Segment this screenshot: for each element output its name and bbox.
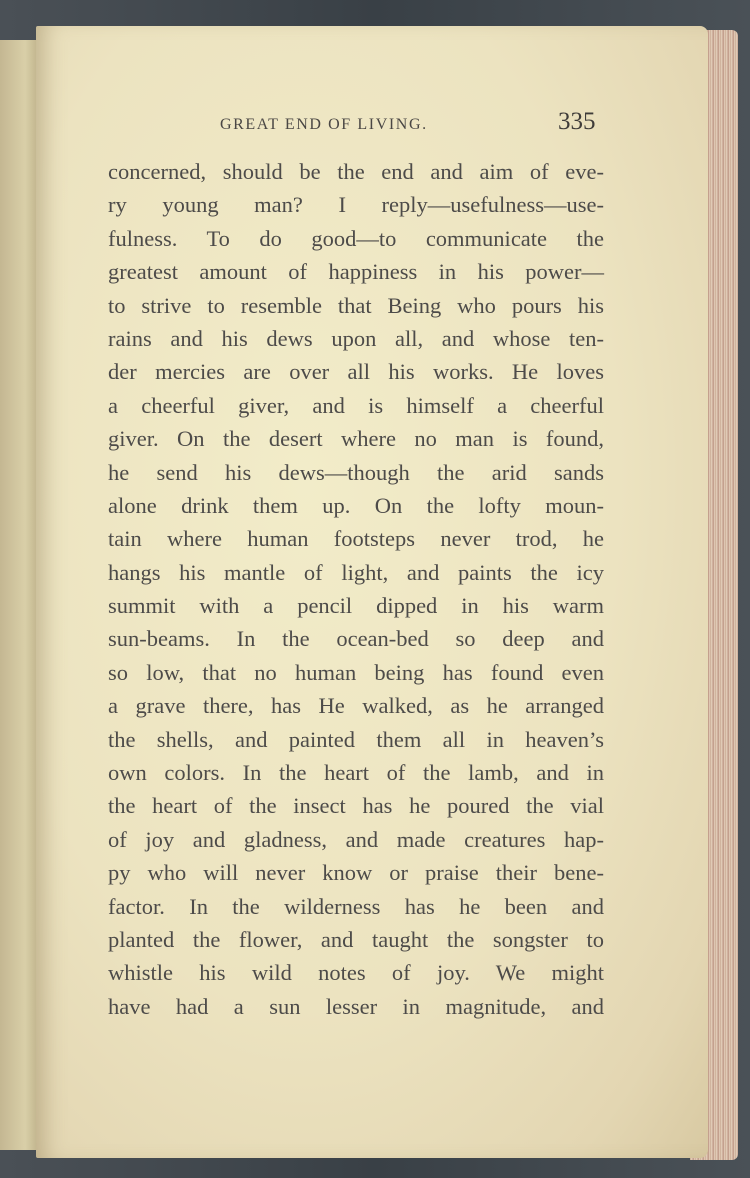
text-line: a grave there, has He walked, as he arranged	[108, 693, 604, 719]
text-line: concerned, should be the end and aim of eve-	[108, 159, 604, 184]
text-line: hangs his mantle of light, and paints the icy	[108, 559, 604, 585]
text-line: factor. In the wilderness has he been and	[108, 893, 604, 919]
text-line: planted the flower, and taught the songster to	[108, 926, 604, 952]
text-line: the heart of the insect has he poured the vial	[108, 793, 604, 819]
text-line: der mercies are over all his works. He loves	[108, 359, 604, 385]
text-line: a cheerful giver, and is himself a cheerful	[108, 392, 604, 418]
text-line: of joy and gladness, and made creatures hap-	[108, 826, 604, 852]
text-line: rains and his dews upon all, and whose ten-	[108, 325, 604, 351]
text-line: py who will never know or praise their bene-	[108, 860, 604, 886]
text-line: have had a sun lesser in magnitude, and	[108, 993, 604, 1019]
text-line: alone drink them up. On the lofty moun-	[108, 492, 604, 518]
text-line: to strive to resemble that Being who pours his	[108, 292, 604, 318]
text-line: giver. On the desert where no man is found,	[108, 426, 604, 452]
text-line: the shells, and painted them all in heaven’s	[108, 726, 604, 752]
text-line: greatest amount of happiness in his power—	[108, 259, 604, 285]
text-line: so low, that no human being has found even	[108, 659, 604, 685]
text-line: tain where human footsteps never trod, he	[108, 526, 604, 552]
running-head: GREAT END OF LIVING.	[220, 116, 428, 133]
body-text	[108, 155, 604, 1023]
text-line: ry young man? I reply—usefulness—use-	[108, 192, 604, 218]
text-line: whistle his wild notes of joy. We might	[108, 960, 604, 986]
text-line: own colors. In the heart of the lamb, and in	[108, 760, 604, 786]
text-line: fulness. To do good—to communicate the	[108, 225, 604, 251]
page-number: 335	[558, 108, 596, 135]
text-line: summit with a pencil dipped in his warm	[108, 593, 604, 619]
text-line: sun-beams. In the ocean-bed so deep and	[108, 626, 604, 652]
text-line: he send his dews—though the arid sands	[108, 459, 604, 485]
